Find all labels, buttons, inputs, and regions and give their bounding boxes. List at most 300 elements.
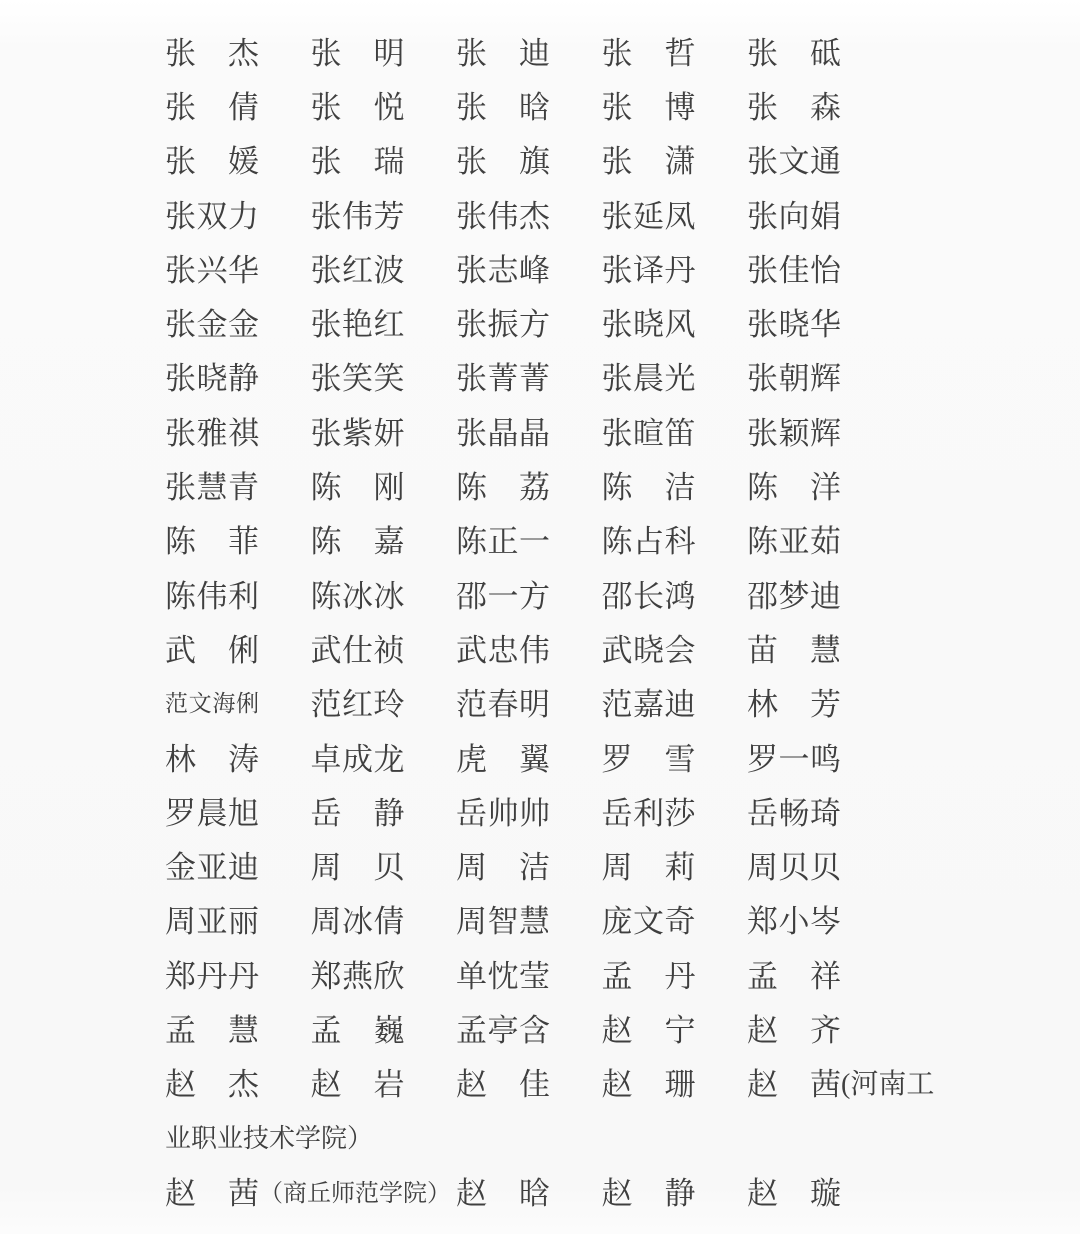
name-char: 贝 (373, 850, 405, 886)
name-cell (602, 842, 696, 887)
name-char: 嘉 (373, 524, 405, 560)
institution-note: （商丘师范学院） (259, 1180, 451, 1207)
name-char: 张 (601, 307, 633, 343)
name-row (165, 240, 1080, 294)
name-cell (165, 516, 259, 561)
name-cell (311, 28, 405, 73)
name-cell (165, 82, 259, 127)
name-char: 范 (165, 691, 188, 717)
name-char: 周 (165, 904, 196, 940)
name-char: 郑 (747, 904, 778, 940)
name-char: 晓 (633, 632, 664, 668)
name-char: 张 (310, 252, 342, 288)
name-char: 迪 (810, 578, 841, 614)
name-char: 张 (456, 252, 487, 288)
name-char: 岳 (310, 795, 342, 831)
name-char: 范 (601, 687, 633, 723)
institution-note-start: (河南工 (841, 1068, 935, 1100)
name-char: 晶 (487, 415, 519, 451)
name-cell (165, 842, 259, 887)
name-cell (602, 462, 696, 507)
name-row (165, 403, 1080, 457)
name-cell (602, 28, 696, 73)
name-char: 亚 (196, 904, 228, 940)
name-char: 邵 (601, 578, 633, 614)
name-char: 刚 (373, 470, 405, 506)
name-cell (165, 1059, 259, 1104)
name-char: 陈 (747, 524, 778, 560)
name-char: 张 (456, 198, 487, 234)
name-cell (747, 28, 841, 73)
name-char: 林 (165, 741, 196, 777)
name-char: 周 (310, 850, 342, 886)
name-char: 芳 (810, 687, 841, 723)
name-cell (747, 1005, 841, 1050)
name-char: 洁 (664, 470, 696, 506)
name-cell (456, 1005, 550, 1050)
name-cell (165, 353, 259, 398)
name-cell (602, 625, 696, 670)
name-char: 雅 (196, 415, 228, 451)
name-cell (747, 788, 841, 833)
name-char: 海 (212, 691, 236, 717)
name-cell (165, 1005, 259, 1050)
name-cell (165, 896, 259, 941)
name-char: 齐 (810, 1012, 841, 1048)
name-char: 茜 (228, 1175, 259, 1211)
name-char: 通 (810, 144, 841, 180)
name-char: 晗 (519, 89, 550, 125)
name-char: 笛 (664, 415, 696, 451)
name-char: 笑 (342, 361, 373, 397)
name-char: 慧 (810, 632, 841, 668)
name-char: 杰 (519, 198, 550, 234)
name-char: 赵 (165, 1067, 196, 1103)
name-row (165, 783, 1080, 837)
name-char: 慧 (228, 1012, 259, 1048)
name-char: 冰 (373, 578, 405, 614)
name-cell (165, 788, 259, 833)
name-char: 陈 (310, 578, 342, 614)
name-char: 张 (310, 307, 342, 343)
name-char: 张 (601, 361, 633, 397)
name-char: 春 (487, 687, 519, 723)
name-char: 岩 (373, 1067, 405, 1103)
name-cell (311, 516, 405, 561)
name-char: 一 (778, 741, 810, 777)
name-char: 雪 (664, 741, 696, 777)
name-char: 张 (747, 144, 778, 180)
name-char: 梦 (778, 578, 810, 614)
name-char: 菁 (487, 361, 519, 397)
name-cell (165, 571, 259, 616)
name-char: 佳 (519, 1067, 550, 1103)
name-char: 祺 (228, 415, 259, 451)
name-cell (456, 299, 550, 344)
name-char: 慧 (519, 904, 550, 940)
name-cell (311, 353, 405, 398)
name-char: 涛 (228, 741, 259, 777)
name-char: 俐 (228, 632, 259, 668)
name-char: 博 (664, 89, 696, 125)
name-cell (747, 408, 841, 453)
name-char: 张 (747, 361, 778, 397)
name-char: 欣 (373, 958, 405, 994)
name-char: 旗 (519, 144, 550, 180)
name-char: 翼 (519, 741, 550, 777)
name-char: 双 (196, 198, 228, 234)
name-cell (747, 299, 841, 344)
name-char: 文 (188, 691, 212, 717)
name-char: 旭 (228, 795, 259, 831)
name-cell (311, 408, 405, 453)
name-char: 媛 (228, 144, 259, 180)
name-char: 张 (601, 198, 633, 234)
name-cell (456, 191, 550, 236)
name-char: 张 (601, 144, 633, 180)
name-cell (456, 28, 550, 73)
name-char: 周 (310, 904, 342, 940)
name-char: 正 (487, 524, 519, 560)
name-char: 鸣 (810, 741, 841, 777)
name-char: 菁 (519, 361, 550, 397)
name-char: 倩 (373, 904, 405, 940)
name-char: 丹 (196, 958, 228, 994)
name-char: 邵 (747, 578, 778, 614)
name-char: 丽 (228, 904, 259, 940)
name-char: 张 (456, 35, 487, 71)
name-char: 冰 (342, 578, 373, 614)
name-cell (747, 1059, 841, 1104)
name-char: 辉 (810, 361, 841, 397)
name-row (165, 186, 1080, 240)
name-char: 冰 (342, 904, 373, 940)
name-row (165, 729, 1080, 783)
name-char: 罗 (165, 795, 196, 831)
name-char: 力 (228, 198, 259, 234)
name-grid (165, 23, 1080, 1218)
name-char: 哲 (664, 35, 696, 71)
name-char: 陈 (747, 470, 778, 506)
name-char: 小 (778, 904, 810, 940)
name-char: 张 (310, 415, 342, 451)
name-char: 仕 (342, 632, 373, 668)
name-char: 赵 (601, 1067, 633, 1103)
name-char: 孟 (456, 1012, 487, 1048)
name-char: 华 (810, 307, 841, 343)
name-char: 庞 (601, 904, 633, 940)
name-char: 伟 (519, 632, 550, 668)
name-char: 周 (456, 850, 487, 886)
name-char: 鸿 (664, 578, 696, 614)
name-char: 武 (601, 632, 633, 668)
name-char: 佳 (778, 252, 810, 288)
name-char: 金 (196, 307, 228, 343)
name-cell (602, 408, 696, 453)
name-char: 陈 (310, 524, 342, 560)
name-char: 利 (228, 578, 259, 614)
name-cell (456, 951, 550, 996)
name-char: 贝 (778, 850, 810, 886)
name-char: 砥 (810, 35, 841, 71)
name-char: 赵 (747, 1012, 778, 1048)
name-char: 张 (747, 35, 778, 71)
name-cell (311, 1005, 405, 1050)
name-char: 会 (664, 632, 696, 668)
name-cell (165, 136, 259, 181)
name-char: 孟 (601, 958, 633, 994)
name-cell (456, 679, 550, 724)
name-char: 赵 (601, 1175, 633, 1211)
name-cell (456, 245, 550, 290)
name-char: 科 (664, 524, 696, 560)
name-char: 范 (456, 687, 487, 723)
name-cell (165, 734, 259, 779)
name-char: 忱 (487, 958, 519, 994)
name-char: 利 (633, 795, 664, 831)
name-char: 孟 (165, 1012, 196, 1048)
name-row (165, 620, 1080, 674)
name-char: 璇 (810, 1175, 841, 1211)
name-cell (165, 28, 259, 73)
name-char: 祯 (373, 632, 405, 668)
name-char: 张 (456, 89, 487, 125)
name-cell (456, 353, 550, 398)
name-cell (165, 462, 259, 507)
name-char: 陈 (601, 524, 633, 560)
name-char: 辉 (810, 415, 841, 451)
name-cell (456, 82, 550, 127)
name-cell (456, 1168, 550, 1213)
name-char: 丹 (664, 252, 696, 288)
name-row (165, 512, 1080, 566)
name-char: 单 (456, 958, 487, 994)
name-cell (165, 245, 259, 290)
name-char: 亚 (196, 850, 228, 886)
name-cell (311, 245, 405, 290)
name-cell (602, 788, 696, 833)
name-cell (165, 408, 259, 453)
name-cell (165, 685, 259, 718)
name-cell (602, 571, 696, 616)
name-char: 金 (165, 850, 196, 886)
name-char: 晓 (633, 307, 664, 343)
name-char: 张 (456, 361, 487, 397)
name-char: 张 (747, 89, 778, 125)
name-char: 迪 (664, 687, 696, 723)
name-char: 畅 (778, 795, 810, 831)
name-cell (602, 734, 696, 779)
name-char: 贝 (810, 850, 841, 886)
name-cell (602, 951, 696, 996)
name-row (165, 675, 1080, 729)
name-char: 迪 (228, 850, 259, 886)
name-char: 菲 (228, 524, 259, 560)
name-cell (602, 136, 696, 181)
name-row (165, 892, 1080, 946)
name-char: 娟 (810, 198, 841, 234)
name-cell (747, 245, 841, 290)
name-row (165, 23, 1080, 77)
name-cell (747, 462, 841, 507)
name-char: 张 (165, 35, 196, 71)
name-char: 洋 (810, 470, 841, 506)
name-cell (602, 1005, 696, 1050)
name-cell (747, 353, 841, 398)
name-cell (456, 136, 550, 181)
name-char: 张 (165, 252, 196, 288)
name-char: 张 (456, 144, 487, 180)
name-char: 孟 (747, 958, 778, 994)
name-char: 晗 (519, 1175, 550, 1211)
name-char: 张 (747, 252, 778, 288)
name-char: 晓 (778, 307, 810, 343)
name-cell (311, 462, 405, 507)
name-cell (747, 571, 841, 616)
name-char: 茹 (810, 524, 841, 560)
name-cell (602, 1059, 696, 1104)
name-char: 静 (228, 361, 259, 397)
name-cell (602, 245, 696, 290)
name-char: 武 (456, 632, 487, 668)
name-char: 赵 (310, 1067, 342, 1103)
name-cell (456, 571, 550, 616)
name-cell (747, 951, 841, 996)
name-char: 方 (519, 578, 550, 614)
name-row (165, 294, 1080, 348)
name-char: 一 (487, 578, 519, 614)
name-char: 珊 (664, 1067, 696, 1103)
name-char: 伟 (196, 578, 228, 614)
name-char: 祥 (810, 958, 841, 994)
name-cell (165, 1168, 259, 1213)
name-char: 赵 (456, 1175, 487, 1211)
name-char: 张 (747, 415, 778, 451)
name-char: 波 (373, 252, 405, 288)
name-char: 张 (165, 470, 196, 506)
name-char: 张 (165, 307, 196, 343)
name-char: 明 (519, 687, 550, 723)
name-cell (602, 299, 696, 344)
name-char: 陈 (456, 470, 487, 506)
name-char: 文 (778, 144, 810, 180)
name-char: 张 (310, 198, 342, 234)
name-char: 凤 (664, 198, 696, 234)
name-char: 晨 (633, 361, 664, 397)
name-char: 岑 (810, 904, 841, 940)
name-cell (456, 734, 550, 779)
name-cell (747, 842, 841, 887)
name-cell (456, 896, 550, 941)
name-char: 武 (310, 632, 342, 668)
name-char: 文 (633, 904, 664, 940)
name-cell (456, 842, 550, 887)
name-char: 张 (747, 198, 778, 234)
name-char: 琦 (810, 795, 841, 831)
name-char: 邵 (456, 578, 487, 614)
name-char: 虎 (456, 741, 487, 777)
name-with-note (165, 1168, 451, 1213)
name-row (165, 837, 1080, 891)
name-char: 慧 (196, 470, 228, 506)
name-char: 晶 (519, 415, 550, 451)
name-char: 亭 (487, 1012, 519, 1048)
name-char: 风 (664, 307, 696, 343)
name-cell (165, 191, 259, 236)
name-char: 金 (228, 307, 259, 343)
name-cell (311, 625, 405, 670)
name-char: 丹 (228, 958, 259, 994)
name-char: 赵 (747, 1175, 778, 1211)
name-char: 红 (342, 687, 373, 723)
name-char: 红 (342, 252, 373, 288)
name-char: 赵 (747, 1067, 778, 1103)
name-char: 艳 (342, 307, 373, 343)
name-char: 郑 (165, 958, 196, 994)
name-cell (311, 82, 405, 127)
name-cell (602, 1168, 696, 1213)
name-char: 陈 (601, 470, 633, 506)
name-cell (602, 679, 696, 724)
name-char: 奇 (664, 904, 696, 940)
name-char: 张 (310, 89, 342, 125)
name-char: 华 (228, 252, 259, 288)
name-char: 暄 (633, 415, 664, 451)
name-char: 朝 (778, 361, 810, 397)
name-cell (602, 191, 696, 236)
name-char: 岳 (601, 795, 633, 831)
name-char: 张 (165, 361, 196, 397)
name-char: 俐 (235, 691, 259, 717)
name-char: 周 (747, 850, 778, 886)
name-char: 张 (601, 415, 633, 451)
name-row (165, 132, 1080, 186)
name-cell (456, 1059, 550, 1104)
name-cell (747, 191, 841, 236)
name-char: 巍 (373, 1012, 405, 1048)
name-char: 张 (310, 35, 342, 71)
name-char: 茜 (810, 1067, 841, 1103)
name-cell (602, 82, 696, 127)
institution-note-wrap: 业职业技术学院） (165, 1123, 374, 1153)
name-cell (602, 353, 696, 398)
name-cell (747, 1168, 841, 1213)
name-char: 张 (601, 89, 633, 125)
name-char: 倩 (228, 89, 259, 125)
name-cell (165, 299, 259, 344)
name-char: 赵 (456, 1067, 487, 1103)
name-cell (602, 516, 696, 561)
name-cell (311, 299, 405, 344)
name-char: 张 (456, 307, 487, 343)
name-char: 罗 (601, 741, 633, 777)
name-cell (165, 625, 259, 670)
name-cell (311, 679, 405, 724)
name-cell (311, 951, 405, 996)
name-char: 陈 (310, 470, 342, 506)
name-char: 张 (165, 144, 196, 180)
name-char: 嘉 (633, 687, 664, 723)
name-cell (311, 896, 405, 941)
name-cell (747, 896, 841, 941)
name-char: 忠 (487, 632, 519, 668)
name-cell (747, 82, 841, 127)
name-char: 森 (810, 89, 841, 125)
name-row (165, 566, 1080, 620)
name-cell (747, 734, 841, 779)
name-cell (456, 516, 550, 561)
name-char: 周 (456, 904, 487, 940)
